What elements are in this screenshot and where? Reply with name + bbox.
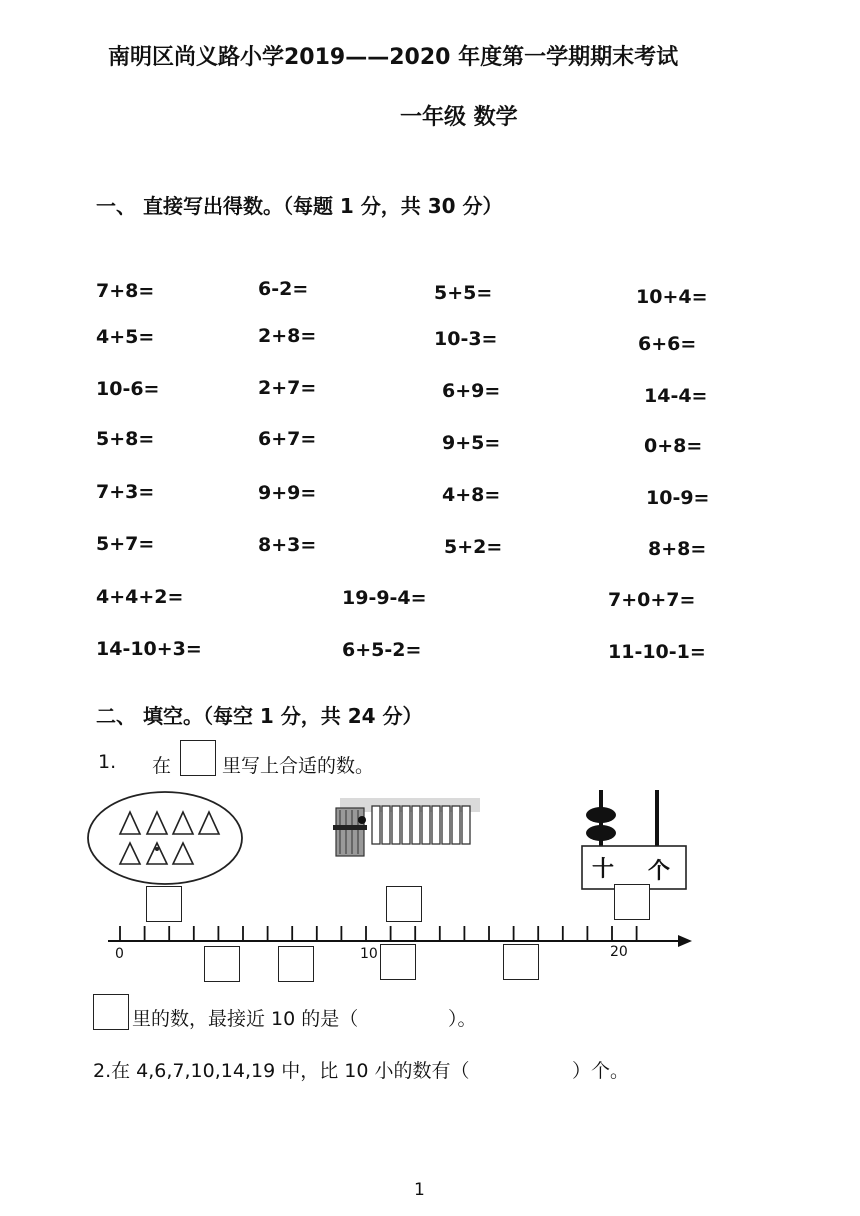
problem: 6+5-2= bbox=[342, 639, 422, 661]
problem: 14-4= bbox=[644, 385, 708, 407]
problem: 5+5= bbox=[434, 282, 493, 304]
problem: 10-6= bbox=[96, 378, 160, 400]
answer-box-line-4[interactable] bbox=[503, 944, 539, 980]
problem: 7+8= bbox=[96, 280, 155, 302]
section1-heading: 一、 直接写出得数。（每题 1 分，共 30 分） bbox=[96, 194, 503, 218]
problem: 11-10-1= bbox=[608, 641, 706, 663]
page-number: 1 bbox=[414, 1180, 425, 1200]
q1-suffix: 里写上合适的数。 bbox=[222, 755, 375, 777]
problem: 9+9= bbox=[258, 482, 317, 504]
q2-end: ）个。 bbox=[572, 1060, 630, 1082]
problem: 5+2= bbox=[444, 536, 503, 558]
answer-box-line-3[interactable] bbox=[380, 944, 416, 980]
problem: 8+8= bbox=[648, 538, 707, 560]
problem: 8+3= bbox=[258, 534, 317, 556]
problem: 4+5= bbox=[96, 326, 155, 348]
problem: 7+0+7= bbox=[608, 589, 696, 611]
problem: 6+7= bbox=[258, 428, 317, 450]
answer-box-legend bbox=[93, 994, 129, 1030]
problem: 2+8= bbox=[258, 325, 317, 347]
problem: 5+7= bbox=[96, 533, 155, 555]
problem: 4+4+2= bbox=[96, 586, 184, 608]
axis-label-0: 0 bbox=[115, 946, 124, 962]
q1-prefix: 在 bbox=[152, 755, 172, 777]
closest-to-10-text: 里的数，最接近 10 的是（ bbox=[132, 1008, 359, 1030]
answer-box-line-1[interactable] bbox=[204, 946, 240, 982]
exam-title: 南明区尚义路小学2019——2020 年度第一学期期末考试 bbox=[108, 45, 679, 70]
triangle-icons bbox=[120, 812, 219, 864]
section2-heading: 二、 填空。（每空 1 分，共 24 分） bbox=[96, 704, 423, 728]
problem: 7+3= bbox=[96, 481, 155, 503]
q2-text: 2.在 4,6,7,10,14,19 中，比 10 小的数有（ bbox=[93, 1060, 470, 1082]
answer-box-line-2[interactable] bbox=[278, 946, 314, 982]
abacus-ones-label: 个 bbox=[648, 859, 671, 884]
closest-to-10-end: ）。 bbox=[448, 1008, 477, 1030]
exam-subtitle: 一年级 数学 bbox=[400, 105, 518, 130]
closest-to-10-blank[interactable] bbox=[380, 1000, 448, 1028]
answer-box-triangles[interactable] bbox=[146, 886, 182, 922]
problem: 10-3= bbox=[434, 328, 498, 350]
problem: 19-9-4= bbox=[342, 587, 427, 609]
q1-number: 1. bbox=[98, 751, 117, 773]
problem: 6+6= bbox=[638, 333, 697, 355]
axis-label-10: 10 bbox=[360, 946, 378, 962]
triangle-group-ellipse bbox=[88, 792, 242, 884]
problem: 5+8= bbox=[96, 428, 155, 450]
number-line-ticks bbox=[120, 926, 637, 941]
problem: 9+5= bbox=[442, 432, 501, 454]
problem: 14-10+3= bbox=[96, 638, 202, 660]
problem: 6+9= bbox=[442, 380, 501, 402]
answer-box-abacus[interactable] bbox=[614, 884, 650, 920]
answer-box-sticks[interactable] bbox=[386, 886, 422, 922]
problem: 2+7= bbox=[258, 377, 317, 399]
q2-blank[interactable] bbox=[492, 1052, 572, 1080]
problem: 10-9= bbox=[646, 487, 710, 509]
problem: 10+4= bbox=[636, 286, 708, 308]
problem: 6-2= bbox=[258, 278, 309, 300]
abacus-tens-label: 十 bbox=[592, 857, 615, 882]
problem: 4+8= bbox=[442, 484, 501, 506]
problem: 0+8= bbox=[644, 435, 703, 457]
axis-label-20: 20 bbox=[610, 944, 628, 960]
